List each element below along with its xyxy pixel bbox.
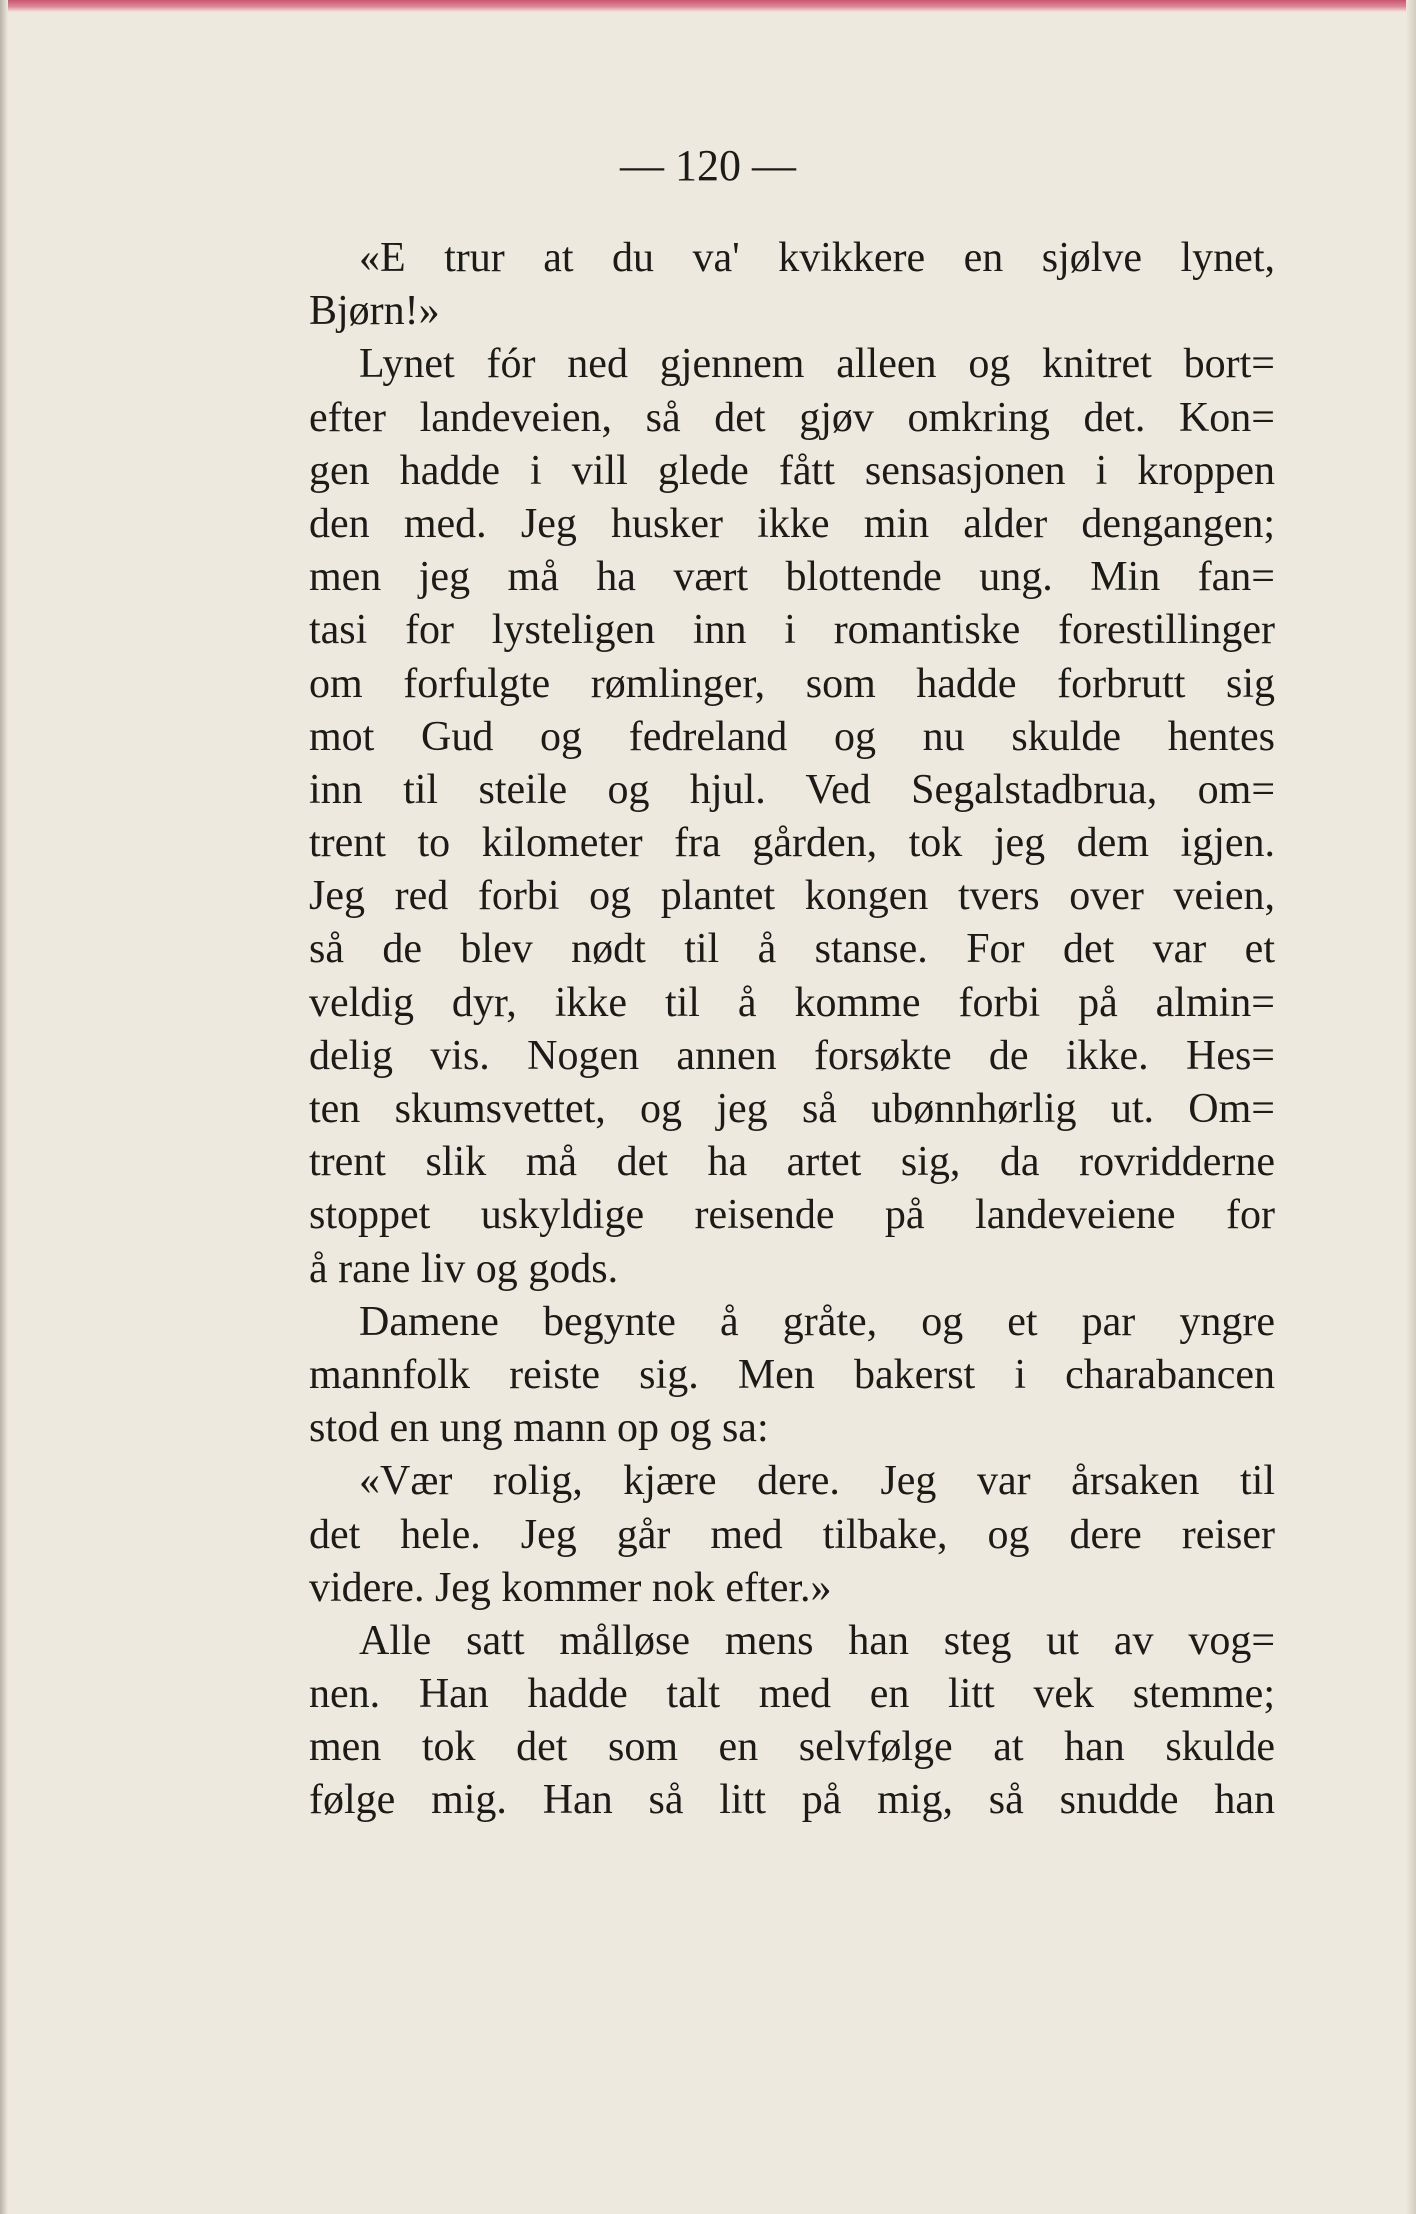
text-line: tasi for lysteligen inn i romantiske forestillinger (309, 607, 1275, 654)
text-line: Bjørn!» (309, 288, 440, 335)
text-line: så de blev nødt til å stanse. For det var et (309, 926, 1275, 973)
text-line: følge mig. Han så litt på mig, så snudde han (309, 1777, 1275, 1824)
body-text (309, 232, 1275, 1828)
text-line: det hele. Jeg går med tilbake, og dere reiser (309, 1511, 1275, 1558)
text-line: ten skumsvettet, og jeg så ubønnhørlig ut. Om= (309, 1086, 1275, 1132)
page-left-edge (0, 0, 8, 2214)
text-line: nen. Han hadde talt med en litt vek stemme; (309, 1671, 1275, 1718)
text-line: efter landeveien, så det gjøv omkring det. Kon= (309, 394, 1275, 441)
text-line: men jeg må ha vært blottende ung. Min fan= (309, 554, 1275, 601)
page-number: — 120 — (620, 141, 796, 190)
text-line: gen hadde i vill glede fått sensasjonen i kroppen (309, 447, 1275, 494)
text-line: trent to kilometer fra gården, tok jeg dem igjen. (309, 820, 1275, 867)
text-line: Damene begynte å gråte, og et par yngre (359, 1298, 1275, 1345)
page-top-edge (0, 0, 1416, 12)
text-line: videre. Jeg kommer nok efter.» (309, 1564, 832, 1611)
text-line: stod en ung mann op og sa: (309, 1405, 769, 1452)
text-line: Lynet fór ned gjennem alleen og knitret bort= (359, 341, 1275, 388)
page-right-edge (1406, 0, 1416, 2214)
text-line: å rane liv og gods. (309, 1245, 619, 1292)
text-line: men tok det som en selvfølge at han skulde (309, 1724, 1275, 1771)
text-line: «Vær rolig, kjære dere. Jeg var årsaken til (359, 1458, 1275, 1505)
text-line: mot Gud og fedreland og nu skulde hentes (309, 713, 1275, 760)
text-line: Jeg red forbi og plantet kongen tvers over veien, (309, 873, 1275, 920)
text-line: inn til steile og hjul. Ved Segalstadbrua, om= (309, 766, 1275, 813)
text-line: delig vis. Nogen annen forsøkte de ikke. Hes= (309, 1032, 1275, 1079)
text-line: stoppet uskyldige reisende på landeveiene for (309, 1192, 1275, 1239)
text-line: trent slik må det ha artet sig, da rovridderne (309, 1139, 1275, 1186)
text-line: om forfulgte rømlinger, som hadde forbrutt sig (309, 660, 1275, 707)
text-line: «E trur at du va' kvikkere en sjølve lynet, (359, 235, 1275, 281)
text-line: veldig dyr, ikke til å komme forbi på almin= (309, 979, 1275, 1026)
text-line: mannfolk reiste sig. Men bakerst i charabancen (309, 1351, 1275, 1398)
text-line: den med. Jeg husker ikke min alder dengangen; (309, 500, 1275, 547)
text-line: Alle satt målløse mens han steg ut av vog= (359, 1617, 1275, 1664)
